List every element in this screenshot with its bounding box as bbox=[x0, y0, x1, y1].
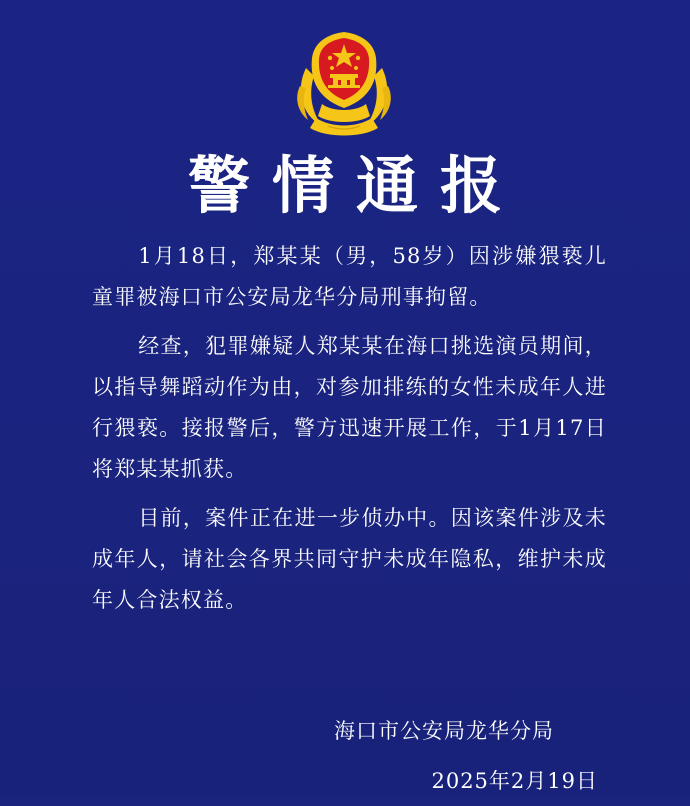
notice-body bbox=[92, 236, 607, 629]
issuer-name: 海口市公安局龙华分局 bbox=[334, 719, 554, 743]
signature-block bbox=[334, 706, 598, 806]
page-title: 警情通报 bbox=[187, 149, 524, 222]
paragraph-3: 目前，案件正在进一步侦办中。因该案件涉及未成年人，请社会各界共同守护未成年隐私，维护未成年人合法权益。 bbox=[92, 506, 607, 612]
paragraph-2: 经查，犯罪嫌疑人郑某某在海口挑选演员期间，以指导舞蹈动作为由，对参加排练的女性未成年人进行猥亵。接报警后，警方迅速开展工作，于1月17日将郑某某抓获。 bbox=[92, 334, 607, 481]
issue-date: 2025年2月19日 bbox=[431, 769, 598, 793]
paragraph-1: 1月18日，郑某某（男，58岁）因涉嫌猥亵儿童罪被海口市公安局龙华分局刑事拘留。 bbox=[92, 244, 607, 309]
police-emblem-icon bbox=[292, 28, 396, 136]
